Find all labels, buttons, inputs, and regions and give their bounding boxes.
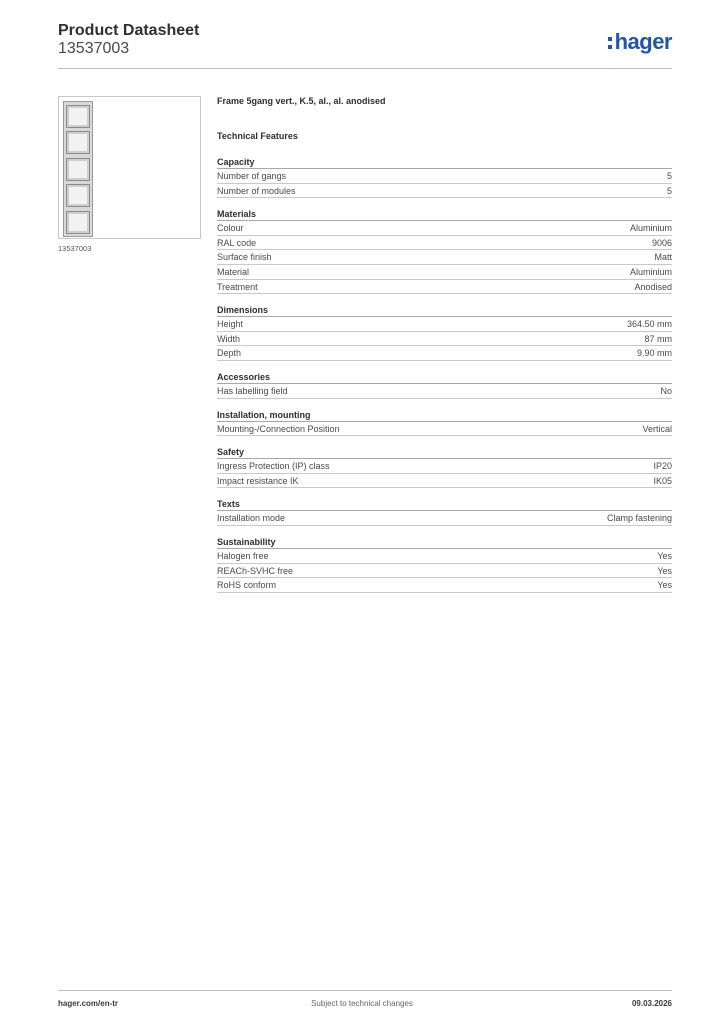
feature-row xyxy=(217,184,672,199)
document-title: Product Datasheet xyxy=(58,22,200,39)
section-title: Capacity xyxy=(217,156,672,169)
feature-row xyxy=(217,265,672,280)
section-gap xyxy=(217,526,672,536)
section-safety xyxy=(217,446,672,488)
section-gap xyxy=(217,198,672,208)
feature-label: Height xyxy=(217,319,244,330)
feature-value: Yes xyxy=(657,565,672,576)
feature-row xyxy=(217,459,672,474)
technical-features-heading: Technical Features xyxy=(217,131,298,141)
product-number: 13537003 xyxy=(58,40,130,57)
feature-row xyxy=(217,511,672,526)
feature-label: Treatment xyxy=(217,281,258,292)
feature-label: Number of gangs xyxy=(217,171,287,181)
section-title: Materials xyxy=(217,208,672,221)
feature-label: Ingress Protection (IP) class xyxy=(217,461,330,472)
feature-sections xyxy=(217,156,672,593)
logo-colon-icon xyxy=(608,36,613,50)
section-gap xyxy=(217,436,672,446)
feature-label: Impact resistance IK xyxy=(217,475,299,486)
feature-value: Vertical xyxy=(642,423,672,434)
logo-text: hager xyxy=(614,29,672,54)
feature-value: 5 xyxy=(666,171,672,181)
feature-value: IP20 xyxy=(653,461,672,472)
hager-logo xyxy=(608,29,672,55)
section-gap xyxy=(217,361,672,371)
feature-row xyxy=(217,317,672,332)
feature-value: 364.50 mm xyxy=(626,319,672,330)
product-name: Frame 5gang vert., K.5, al., al. anodised xyxy=(217,96,386,106)
frame-gang-opening xyxy=(66,211,90,234)
feature-row xyxy=(217,346,672,361)
frame-illustration xyxy=(63,101,93,237)
feature-row xyxy=(217,564,672,579)
feature-row xyxy=(217,422,672,437)
image-caption: 13537003 xyxy=(58,244,92,253)
section-capacity xyxy=(217,156,672,198)
feature-label: RoHS conform xyxy=(217,580,277,591)
footer-date: 09.03.2026 xyxy=(631,999,672,1008)
feature-label: Colour xyxy=(217,223,244,234)
frame-gang-opening xyxy=(66,105,90,128)
feature-row xyxy=(217,280,672,295)
feature-value: Yes xyxy=(657,550,672,561)
section-gap xyxy=(217,488,672,498)
footer-notice: Subject to technical changes xyxy=(311,999,413,1008)
feature-label: Mounting-/Connection Position xyxy=(217,423,340,434)
feature-label: Depth xyxy=(217,348,242,359)
section-title: Texts xyxy=(217,498,672,511)
section-gap xyxy=(217,294,672,304)
feature-value: Anodised xyxy=(634,281,672,292)
feature-label: REACh-SVHC free xyxy=(217,565,294,576)
product-image xyxy=(58,96,201,239)
header-divider xyxy=(58,68,672,69)
feature-label: Number of modules xyxy=(217,185,296,196)
feature-label: Material xyxy=(217,266,250,277)
section-title: Accessories xyxy=(217,371,672,384)
feature-label: RAL code xyxy=(217,237,257,248)
footer-divider xyxy=(58,990,672,991)
feature-row xyxy=(217,578,672,593)
feature-value: 5 xyxy=(666,185,672,196)
feature-value: 9.90 mm xyxy=(636,348,672,359)
feature-row xyxy=(217,250,672,265)
section-dimensions xyxy=(217,304,672,361)
feature-row xyxy=(217,332,672,347)
feature-label: Width xyxy=(217,333,241,344)
frame-gang-opening xyxy=(66,184,90,207)
section-texts xyxy=(217,498,672,526)
feature-label: Installation mode xyxy=(217,513,286,524)
section-materials xyxy=(217,208,672,294)
frame-gang-opening xyxy=(66,131,90,154)
section-accessories xyxy=(217,371,672,399)
feature-value: Yes xyxy=(657,580,672,591)
section-title: Safety xyxy=(217,446,672,459)
section-title: Dimensions xyxy=(217,304,672,317)
feature-row xyxy=(217,236,672,251)
page-header xyxy=(58,22,672,70)
footer-website[interactable]: hager.com/en-tr xyxy=(58,999,119,1008)
feature-row xyxy=(217,384,672,399)
feature-value: Clamp fastening xyxy=(606,513,672,524)
feature-value: Aluminium xyxy=(629,223,672,234)
datasheet-content xyxy=(217,94,672,593)
feature-row xyxy=(217,474,672,489)
feature-value: 9006 xyxy=(651,237,672,248)
feature-value: Aluminium xyxy=(629,266,672,277)
feature-row xyxy=(217,221,672,236)
feature-value: 87 mm xyxy=(644,333,672,344)
feature-label: Surface finish xyxy=(217,252,272,263)
feature-label: Has labelling field xyxy=(217,385,288,396)
feature-value: IK05 xyxy=(653,475,672,486)
section-title: Installation, mounting xyxy=(217,409,672,422)
feature-label: Halogen free xyxy=(217,550,269,561)
feature-row xyxy=(217,169,672,184)
section-installation-mounting xyxy=(217,409,672,437)
feature-row xyxy=(217,549,672,564)
section-gap xyxy=(217,399,672,409)
feature-value: No xyxy=(660,385,672,396)
frame-gang-opening xyxy=(66,158,90,181)
section-title: Sustainability xyxy=(217,536,672,549)
feature-value: Matt xyxy=(654,252,672,263)
section-sustainability xyxy=(217,536,672,593)
